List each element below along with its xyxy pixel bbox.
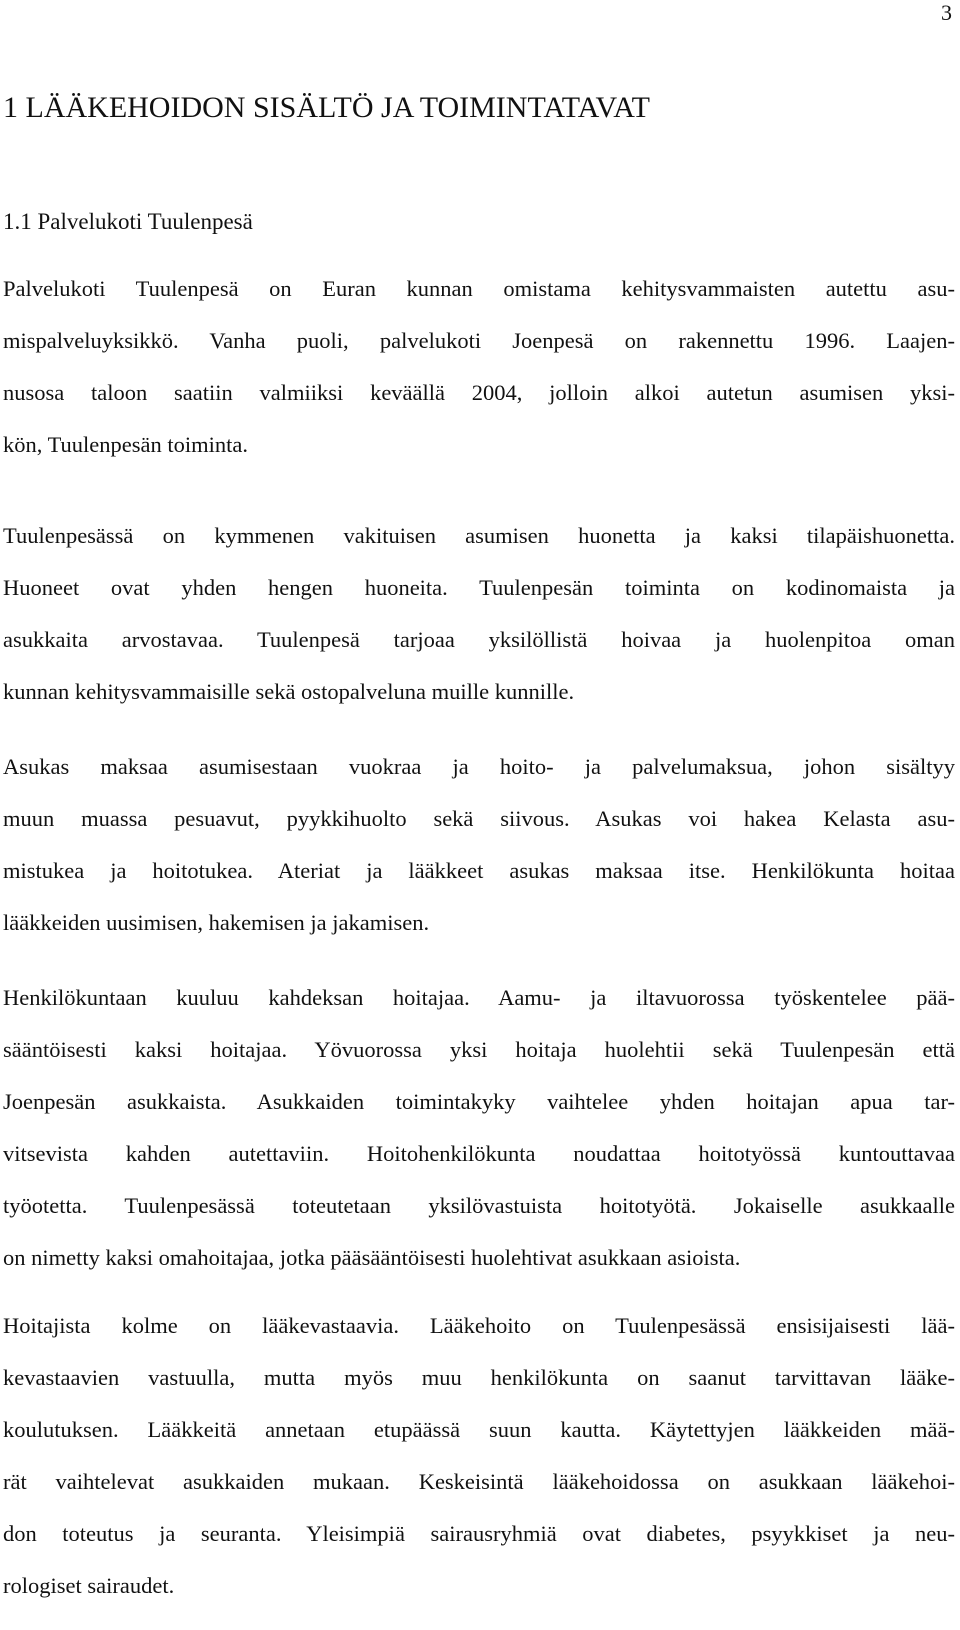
paragraph-rooms (3, 510, 955, 718)
text-line: Henkilökuntaan kuuluu kahdeksan hoitajaa. Aamu- ja iltavuorossa työskentelee pää- (3, 985, 955, 1010)
text-line: Joenpesän asukkaista. Asukkaiden toimintakyky vaihtelee yhden hoitajan apua tar- (3, 1089, 955, 1114)
text-line: mistukea ja hoitotukea. Ateriat ja lääkkeet asukas maksaa itse. Henkilökunta hoitaa (3, 858, 955, 883)
text-line: on nimetty kaksi omahoitajaa, jotka pääsääntöisesti huolehtivat asukkaan asioista. (3, 1245, 741, 1270)
page-number: 3 (941, 0, 952, 25)
section-heading: 1.1 Palvelukoti Tuulenpesä (3, 209, 253, 234)
text-line: Asukas maksaa asumisestaan vuokraa ja hoito- ja palvelumaksua, johon sisältyy (3, 754, 955, 779)
text-line: nusosa taloon saatiin valmiiksi keväällä 2004, jolloin alkoi autetun asumisen yksi- (3, 380, 955, 405)
text-line: Hoitajista kolme on lääkevastaavia. Lääkehoito on Tuulenpesässä ensisijaisesti lää- (3, 1313, 955, 1338)
text-line: kevastaavien vastuulla, mutta myös muu henkilökunta on saanut tarvittavan lääke- (3, 1365, 955, 1390)
text-line: vitsevista kahden autettaviin. Hoitohenkilökunta noudattaa hoitotyössä kuntouttavaa (3, 1141, 955, 1166)
text-line: rät vaihtelevat asukkaiden mukaan. Keskeisintä lääkehoidossa on asukkaan lääkehoi- (3, 1469, 955, 1494)
paragraph-intro (3, 263, 955, 471)
chapter-heading: 1 LÄÄKEHOIDON SISÄLTÖ JA TOIMINTATAVAT (3, 91, 650, 124)
text-line: Huoneet ovat yhden hengen huoneita. Tuulenpesän toiminta on kodinomaista ja (3, 575, 955, 600)
text-line: Tuulenpesässä on kymmenen vakituisen asumisen huonetta ja kaksi tilapäishuonetta. (3, 523, 955, 548)
text-line: kunnan kehitysvammaisille sekä ostopalveluna muille kunnille. (3, 679, 575, 704)
text-line: työotetta. Tuulenpesässä toteutetaan yksilövastuista hoitotyötä. Jokaiselle asukkaalle (3, 1193, 955, 1218)
text-line: asukkaita arvostavaa. Tuulenpesä tarjoaa yksilöllistä hoivaa ja huolenpitoa oman (3, 627, 955, 652)
paragraph-medication (3, 1300, 955, 1612)
text-line: don toteutus ja seuranta. Yleisimpiä sairausryhmiä ovat diabetes, psyykkiset ja neu- (3, 1521, 955, 1546)
text-line: rologiset sairaudet. (3, 1573, 175, 1598)
text-line: koulutuksen. Lääkkeitä annetaan etupäässä suun kautta. Käytettyjen lääkkeiden mää- (3, 1417, 955, 1442)
text-line: kön, Tuulenpesän toiminta. (3, 432, 249, 457)
paragraph-staff (3, 972, 955, 1284)
text-line: muun muassa pesuavut, pyykkihuolto sekä siivous. Asukas voi hakea Kelasta asu- (3, 806, 955, 831)
text-line: Palvelukoti Tuulenpesä on Euran kunnan omistama kehitysvammaisten autettu asu- (3, 276, 955, 301)
text-line: sääntöisesti kaksi hoitajaa. Yövuorossa yksi hoitaja huolehtii sekä Tuulenpesän että (3, 1037, 955, 1062)
text-line: mispalveluyksikkö. Vanha puoli, palvelukoti Joenpesä on rakennettu 1996. Laajen- (3, 328, 955, 353)
paragraph-fees (3, 741, 955, 949)
text-line: lääkkeiden uusimisen, hakemisen ja jakamisen. (3, 910, 430, 935)
